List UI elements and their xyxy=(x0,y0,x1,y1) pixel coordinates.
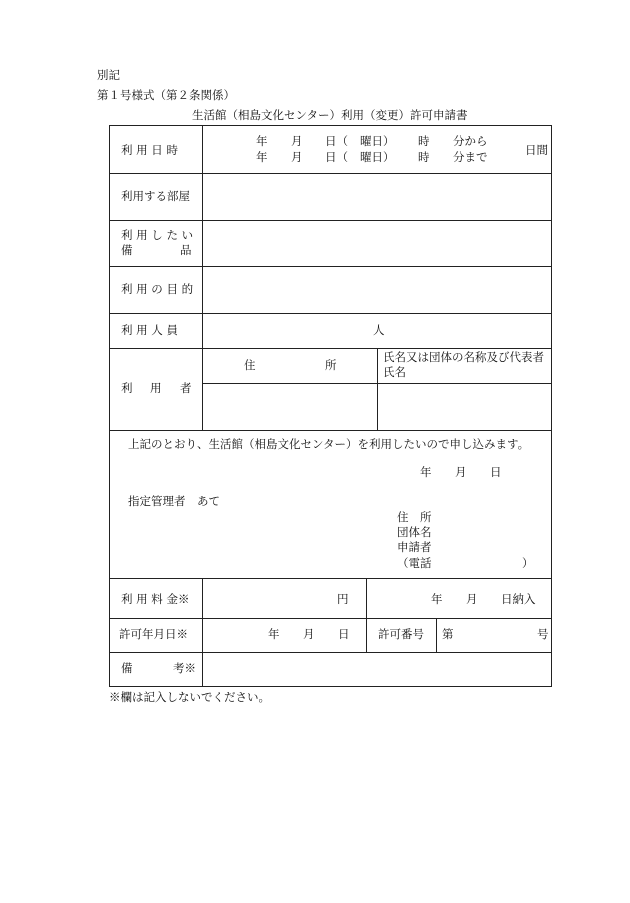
footnote: ※欄は記入しないでください。 xyxy=(109,690,270,704)
permit-number-suffix: 号 xyxy=(537,627,549,641)
purpose-label: 利 用 の 目 的 xyxy=(121,282,194,296)
fee-amount-field[interactable] xyxy=(203,579,333,618)
purpose-field[interactable] xyxy=(203,267,551,313)
people-unit: 人 xyxy=(373,323,385,337)
fee-label: 利 用 料 金※ xyxy=(121,592,190,606)
addressee: 指定管理者 あて xyxy=(128,494,220,508)
applicant-group-label: 団体名 xyxy=(397,525,432,539)
people-label: 利 用 人 員 xyxy=(121,323,178,337)
fee-unit: 円 xyxy=(337,592,349,606)
name-header-line2: 氏名 xyxy=(383,365,406,379)
applicant-name-label: 申請者 xyxy=(397,540,432,554)
form-number: 第１号様式（第２条関係） xyxy=(97,88,235,102)
equipment-label-line1: 利 用 し た い xyxy=(121,228,194,242)
declaration-text: 上記のとおり、生活館（相島文化センター）を利用したいので申し込みます。 xyxy=(128,437,530,451)
form-title: 生活館（相島文化センター）利用（変更）許可申請書 xyxy=(192,108,468,122)
applicant-phone-label: （電話 xyxy=(397,556,432,570)
attachment-label: 別記 xyxy=(97,68,120,82)
datetime-days-label: 日間 xyxy=(525,143,548,157)
user-address-field[interactable] xyxy=(203,384,377,430)
permit-number-label: 許可番号 xyxy=(378,627,424,641)
name-header-line1: 氏名又は団体の名称及び代表者 xyxy=(383,350,544,364)
remarks-label-1: 備 xyxy=(121,661,133,675)
applicant-fields-input[interactable] xyxy=(445,508,545,572)
permit-number-field[interactable] xyxy=(458,619,533,652)
people-count-field[interactable] xyxy=(203,314,373,348)
applicant-address-label: 住 所 xyxy=(397,510,432,524)
applicant-phone-close: ） xyxy=(522,556,534,570)
remarks-field[interactable] xyxy=(203,653,551,686)
permit-number-prefix: 第 xyxy=(442,627,454,641)
user-name-field[interactable] xyxy=(378,384,551,430)
equipment-field[interactable] xyxy=(203,221,551,266)
equipment-label-line2b: 品 xyxy=(180,243,192,257)
room-label: 利用する部屋 xyxy=(121,189,190,203)
permit-date-label: 許可年月日※ xyxy=(119,627,188,641)
room-field[interactable] xyxy=(203,174,551,220)
remarks-label-2: 考※ xyxy=(173,661,196,675)
equipment-label-line2a: 備 xyxy=(121,243,133,257)
datetime-label: 利 用 日 時 xyxy=(121,143,178,157)
